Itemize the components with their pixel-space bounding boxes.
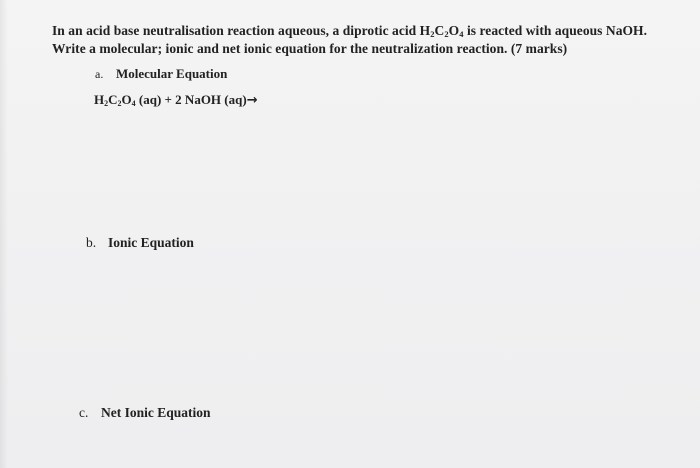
question-text: In an acid base neutralisation reaction aqueous, a diprotic acid $H_2C_2O_4$ is reacted with aqueous NaOH. Write a molecular; ionic and net ionic equation for the neutralization reaction. (7 marks) bbox=[52, 23, 648, 56]
item-b-ionic-equation bbox=[86, 235, 194, 251]
item-a-letter: a. bbox=[95, 67, 104, 81]
item-b-letter: b. bbox=[86, 235, 97, 250]
item-c-net-ionic-equation bbox=[79, 405, 211, 421]
item-b-label: Ionic Equation bbox=[108, 235, 194, 250]
page-edge-shadow bbox=[0, 0, 8, 468]
reaction-arrow-icon: → bbox=[246, 93, 258, 108]
item-c-letter: c. bbox=[79, 405, 89, 420]
molecular-equation-start: $H_2C_2O_4$ (aq) + 2 NaOH (aq)→ bbox=[94, 92, 258, 108]
item-a-label: Molecular Equation bbox=[116, 66, 228, 81]
item-a-molecular-equation bbox=[95, 66, 227, 82]
item-c-label: Net Ionic Equation bbox=[101, 405, 211, 420]
